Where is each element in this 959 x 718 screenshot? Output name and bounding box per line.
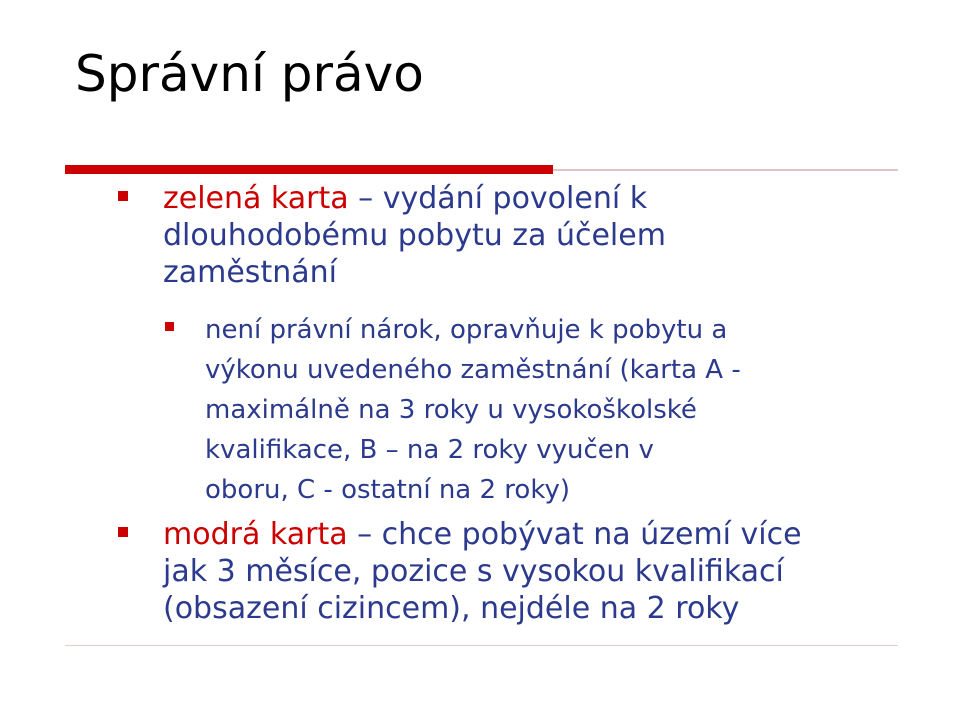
footer-divider (65, 645, 898, 646)
bullet-first-line (163, 180, 903, 217)
bullet-square-icon (118, 191, 128, 201)
sub-bullet-line: není právní nárok, opravňuje k pobytu a (205, 315, 728, 345)
bullet-term: zelená karta (163, 181, 349, 216)
bullet-first-line (163, 516, 903, 553)
sub-bullet-line: maximálně na 3 roky u vysokoškolské (205, 395, 697, 425)
title-underline-thick (65, 165, 553, 174)
bullet-zelena-karta (163, 180, 903, 291)
sub-bullet-square-icon (165, 322, 174, 331)
bullet-square-icon (118, 527, 128, 537)
bullet-line: zaměstnání (163, 255, 337, 290)
bullet-line: dlouhodobému pobytu za účelem (163, 218, 666, 253)
sub-bullet (205, 310, 905, 510)
slide-title: Správní právo (75, 45, 424, 103)
title-underline-thin (553, 169, 898, 171)
bullet-line: (obsazení cizincem), nejdéle na 2 roky (163, 591, 740, 626)
bullet-text: – chce pobývat na území více (347, 517, 802, 552)
bullet-modra-karta (163, 516, 903, 627)
sub-bullet-line: kvalifikace, B – na 2 roky vyučen v (205, 435, 654, 465)
bullet-line: jak 3 měsíce, pozice s vysokou kvalifikací (163, 554, 784, 589)
sub-bullet-line: oboru, C - ostatní na 2 roky) (205, 475, 570, 505)
bullet-text: – vydání povolení k (348, 181, 648, 216)
sub-bullet-line: výkonu uvedeného zaměstnání (karta A - (205, 355, 741, 385)
bullet-term: modrá karta (163, 517, 348, 552)
